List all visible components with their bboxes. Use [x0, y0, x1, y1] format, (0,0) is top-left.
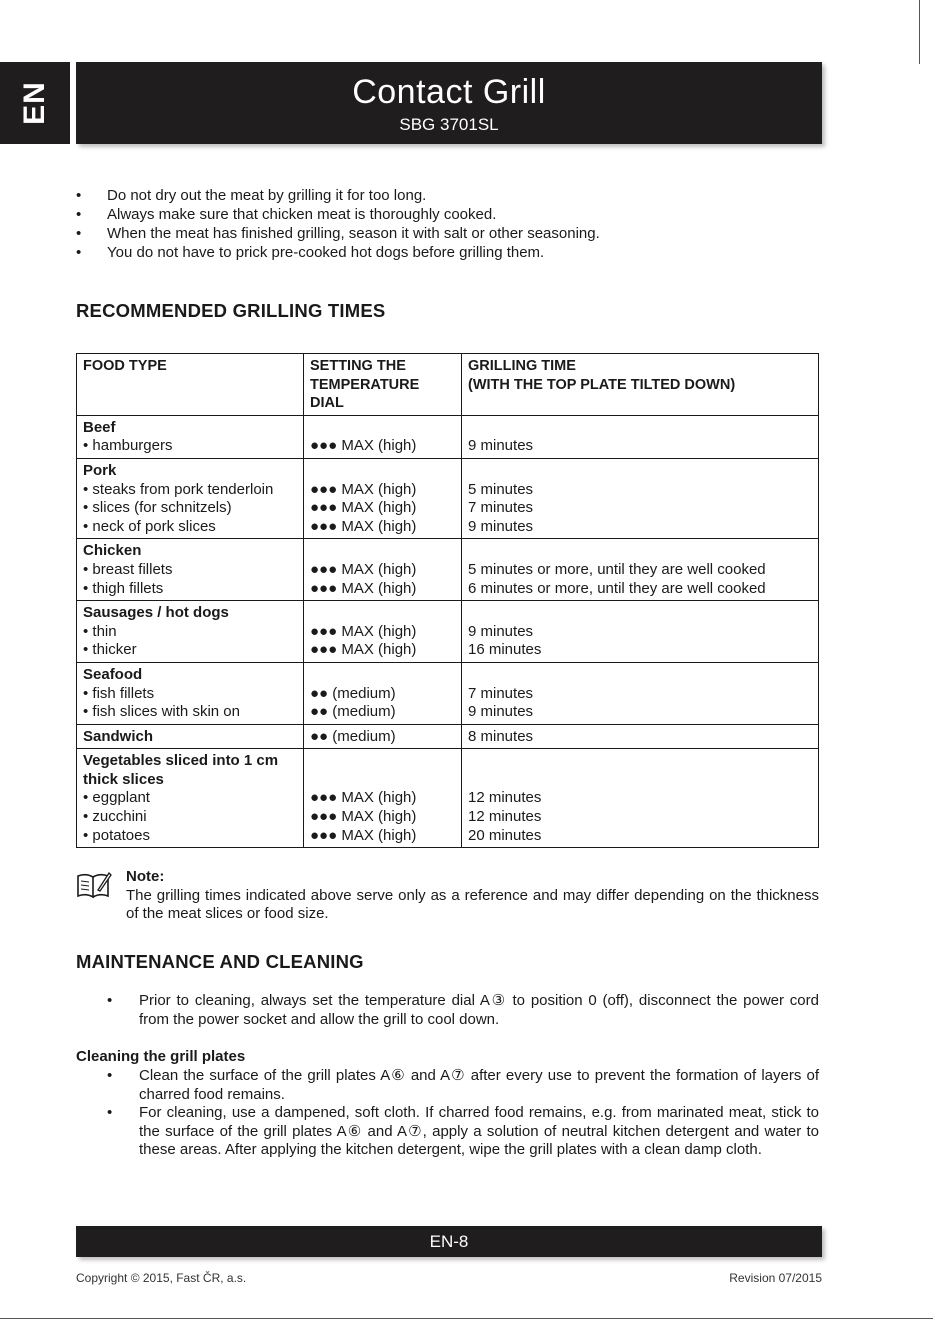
setting-cell [304, 749, 462, 848]
time-value: 5 minutes or more, until they are well cooked [468, 560, 766, 578]
header-line: (WITH THE TOP PLATE TILTED DOWN) [468, 376, 736, 393]
table-row-sandwich [77, 724, 819, 749]
time-cell [462, 662, 819, 724]
column-header-grilling-time [462, 354, 819, 416]
table-row-sausages [77, 601, 819, 663]
time-cell [462, 415, 819, 458]
setting-value: ●●● MAX (high) [310, 622, 417, 640]
note-box [76, 868, 819, 924]
spacer [468, 542, 812, 561]
food-item: • eggplant [83, 789, 150, 807]
bottom-rule [0, 1318, 933, 1319]
spacer [468, 752, 812, 771]
header-bar [76, 62, 822, 144]
spacer [310, 419, 455, 438]
maintenance-item: • Prior to cleaning, always set the temperature dial A③ to position 0 (off), disconnect the power cord from the power socket and allow the grill to cool down. [107, 992, 819, 1029]
food-item: • slices (for schnitzels) [83, 499, 232, 517]
language-tab [0, 62, 70, 144]
time-cell [462, 724, 819, 749]
table-row-beef [77, 415, 819, 458]
spacer [310, 462, 455, 481]
header-line: SETTING THE [310, 358, 406, 374]
table-row-chicken [77, 539, 819, 601]
time-cell [462, 749, 819, 848]
food-cell [77, 724, 304, 749]
time-value: 12 minutes [468, 789, 542, 807]
section-heading-maintenance: MAINTENANCE AND CLEANING [76, 951, 364, 972]
time-value: 12 minutes [468, 808, 542, 826]
model-number: SBG 3701SL [399, 115, 499, 134]
food-category: Beef [83, 418, 116, 436]
table-header-row [77, 354, 819, 416]
spacer [310, 542, 455, 561]
cleaning-plates-list [107, 1067, 819, 1160]
food-item: • hamburgers [83, 437, 173, 455]
cleaning-item: • Clean the surface of the grill plates A⑥ and A⑦ after every use to prevent the formation of layers of charred food remains. [107, 1067, 819, 1104]
setting-value: ●●● MAX (high) [310, 437, 417, 455]
time-value: 9 minutes [468, 622, 534, 640]
food-item: • fish slices with skin on [83, 703, 240, 721]
food-item: • neck of pork slices [83, 517, 216, 535]
table-row-pork [77, 458, 819, 538]
tip-item: • When the meat has finished grilling, season it with salt or other seasoning. [76, 224, 826, 243]
time-value: 9 minutes [468, 437, 534, 455]
table-row-seafood [77, 662, 819, 724]
grilling-tips-list [76, 186, 826, 262]
column-header-setting [304, 354, 462, 416]
time-value: 6 minutes or more, until they are well cooked [468, 579, 766, 597]
setting-value: ●●● MAX (high) [310, 579, 417, 597]
spacer [468, 604, 812, 623]
setting-value: ●● (medium) [310, 684, 396, 702]
setting-cell [304, 662, 462, 724]
spacer [468, 419, 812, 438]
food-cell [77, 662, 304, 724]
setting-value: ●●● MAX (high) [310, 789, 417, 807]
time-value: 9 minutes [468, 517, 534, 535]
crop-mark [919, 0, 920, 64]
food-item: • thin [83, 622, 117, 640]
setting-value: ●●● MAX (high) [310, 480, 417, 498]
setting-cell [304, 415, 462, 458]
time-value: 8 minutes [468, 727, 534, 745]
subheading-cleaning-plates: Cleaning the grill plates [76, 1048, 246, 1065]
time-value: 9 minutes [468, 703, 534, 721]
copyright-text: Copyright © 2015, Fast ČR, a.s. [76, 1271, 247, 1285]
food-item: • thicker [83, 641, 137, 659]
setting-value: ●●● MAX (high) [310, 560, 417, 578]
note-text-block [126, 868, 819, 924]
spacer [468, 771, 812, 790]
column-header-food-type: FOOD TYPE [77, 354, 304, 416]
spacer [310, 752, 455, 771]
setting-value: ●● (medium) [310, 703, 396, 721]
food-category: thick slices [83, 770, 164, 788]
food-item: • breast fillets [83, 560, 173, 578]
time-cell [462, 458, 819, 538]
setting-value: ●●● MAX (high) [310, 499, 417, 517]
setting-cell [304, 539, 462, 601]
food-cell [77, 749, 304, 848]
spacer [310, 604, 455, 623]
spacer [468, 462, 812, 481]
food-item: • fish fillets [83, 684, 155, 702]
section-heading-grilling-times: RECOMMENDED GRILLING TIMES [76, 300, 386, 321]
food-category: Sandwich [83, 727, 154, 745]
book-note-icon [76, 870, 112, 900]
footer-bar [76, 1226, 822, 1257]
food-category: Sausages / hot dogs [83, 604, 229, 622]
page-title: Contact Grill [352, 73, 546, 111]
maintenance-list [107, 992, 819, 1029]
header-line: DIAL [310, 395, 344, 412]
setting-value: ●●● MAX (high) [310, 808, 417, 826]
time-cell [462, 601, 819, 663]
header-line: TEMPERATURE [310, 376, 420, 393]
time-value: 7 minutes [468, 684, 534, 702]
spacer [468, 666, 812, 685]
note-text: The grilling times indicated above serve only as a reference and may differ depending on the thickness of the meat slices or food size. [126, 886, 819, 922]
setting-cell [304, 601, 462, 663]
food-category: Vegetables sliced into 1 cm [83, 752, 279, 770]
setting-cell [304, 724, 462, 749]
food-cell [77, 415, 304, 458]
food-item: • zucchini [83, 808, 147, 826]
revision-text: Revision 07/2015 [729, 1271, 822, 1285]
time-value: 20 minutes [468, 826, 542, 844]
setting-cell [304, 458, 462, 538]
food-item: • thigh fillets [83, 579, 164, 597]
header-line: GRILLING TIME [468, 358, 576, 374]
time-cell [462, 539, 819, 601]
food-cell [77, 601, 304, 663]
food-category: Chicken [83, 542, 142, 560]
time-value: 16 minutes [468, 641, 542, 659]
spacer [310, 771, 455, 790]
grilling-times-table [76, 353, 819, 848]
note-label: Note: [126, 868, 165, 885]
food-item: • steaks from pork tenderloin [83, 480, 274, 498]
food-item: • potatoes [83, 826, 150, 844]
tip-item: • You do not have to prick pre-cooked hot dogs before grilling them. [76, 243, 826, 262]
table-row-vegetables [77, 749, 819, 848]
food-category: Pork [83, 461, 117, 479]
page-number: EN-8 [429, 1232, 469, 1251]
setting-value: ●●● MAX (high) [310, 826, 417, 844]
setting-value: ●●● MAX (high) [310, 517, 417, 535]
time-value: 5 minutes [468, 480, 534, 498]
tip-item: • Do not dry out the meat by grilling it for too long. [76, 186, 826, 205]
spacer [310, 666, 455, 685]
setting-value: ●● (medium) [310, 727, 396, 745]
food-cell [77, 539, 304, 601]
food-cell [77, 458, 304, 538]
food-category: Seafood [83, 665, 143, 683]
setting-value: ●●● MAX (high) [310, 641, 417, 659]
tip-item: • Always make sure that chicken meat is thoroughly cooked. [76, 205, 826, 224]
time-value: 7 minutes [468, 499, 534, 517]
cleaning-item: • For cleaning, use a dampened, soft cloth. If charred food remains, e.g. from marinated meat, stick to the surface of the grill plates A⑥ and A⑦, apply a solution of neutral kitchen detergent and water to these areas. After applying the kitchen detergent, wipe the grill plates with a clean damp cloth. [107, 1104, 819, 1160]
language-label: EN [18, 81, 51, 125]
